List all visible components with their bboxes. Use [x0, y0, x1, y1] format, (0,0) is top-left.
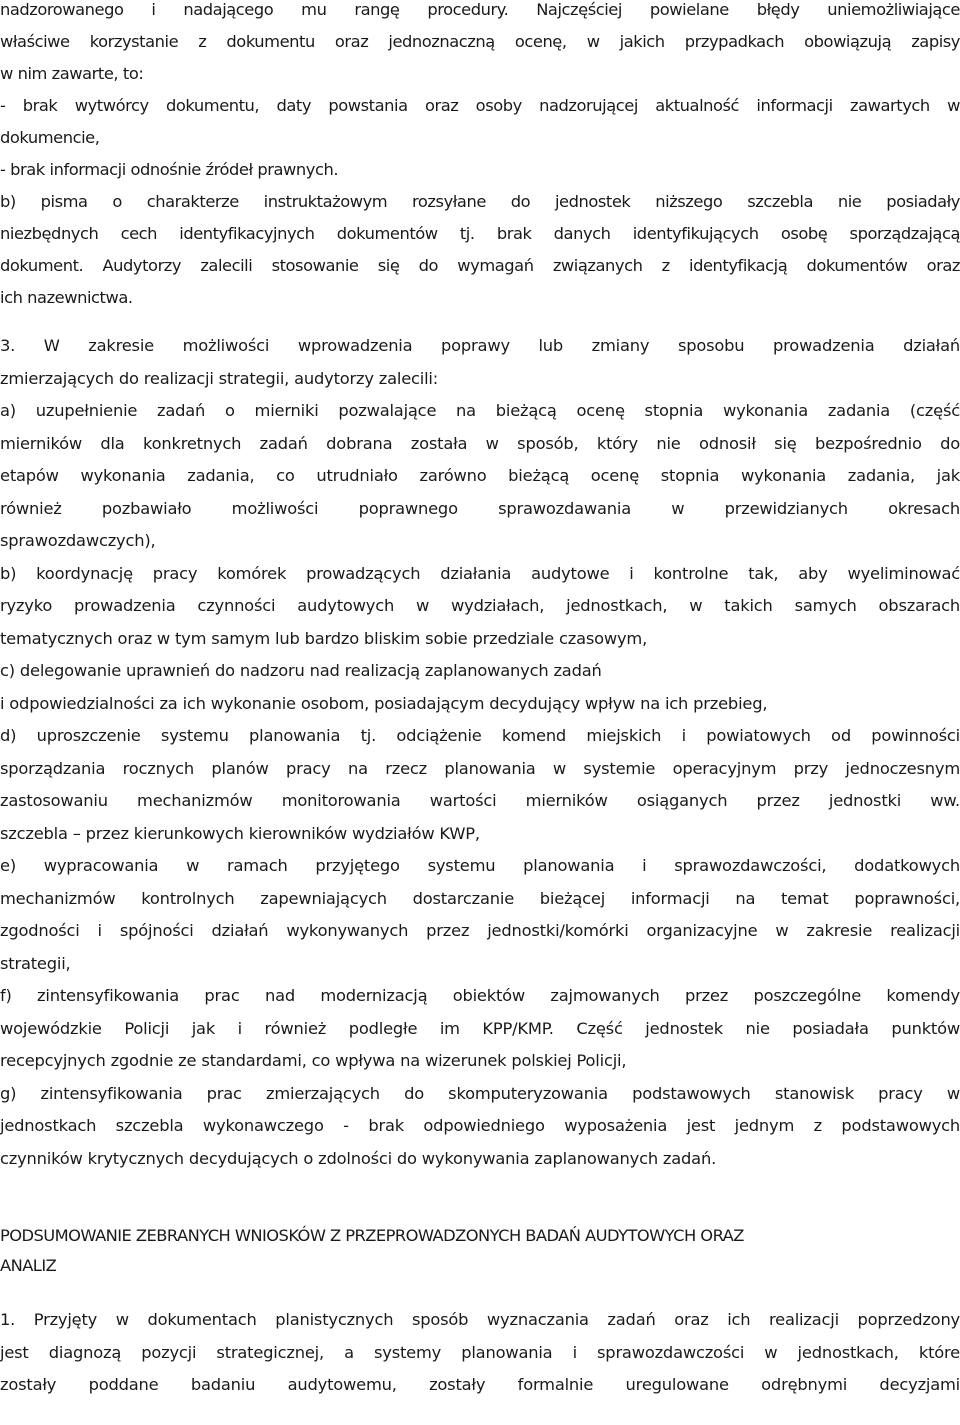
text-line: mechanizmów kontrolnych zapewniających dostarczanie bieżącej informacji na temat poprawności, — [0, 888, 960, 908]
text-line: g) zintensyfikowania prac zmierzających do skomputeryzowania podstawowych stanowisk pracy w — [0, 1083, 960, 1103]
section-gap — [0, 1175, 960, 1221]
text-line: - brak wytwórcy dokumentu, daty powstania oraz osoby nadzorującej aktualność informacji zawartych w — [0, 96, 960, 115]
text-line: również pozbawiało możliwości poprawnego sprawozdawania w przewidzianych okresach — [0, 498, 960, 518]
text-line: jednostkach szczebla wykonawczego - brak odpowiedniego wyposażenia jest jednym z podstawowych — [0, 1116, 960, 1135]
heading-line: ANALIZ — [0, 1256, 57, 1275]
text-line: i odpowiedzialności za ich wykonanie osobom, posiadającym decydujący wpływ na ich przebieg, — [0, 693, 768, 713]
text-line: w nim zawarte, to: — [0, 64, 144, 83]
text-line: zastosowaniu mechanizmów monitorowania wartości mierników osiąganych przez jednostki ww. — [0, 791, 960, 810]
text-line: sprawozdawczych), — [0, 531, 156, 550]
text-line: b) pisma o charakterze instruktażowym rozsyłane do jednostek niższego szczebla nie posiadały — [0, 192, 960, 211]
paragraph-gap — [0, 1281, 960, 1304]
text-line: zgodności i spójności działań wykonywanych przez jednostki/komórki organizacyjne w zakresie realizacji — [0, 921, 960, 940]
paragraph-findings — [0, 0, 960, 314]
text-line: dokument. Audytorzy zalecili stosowanie się do wymagań związanych z identyfikacją dokumentów oraz — [0, 256, 960, 275]
heading-line: PODSUMOWANIE ZEBRANYCH WNIOSKÓW Z PRZEPROWADZONYCH BADAŃ AUDYTOWYCH ORAZ — [0, 1226, 744, 1245]
text-line: e) wypracowania w ramach przyjętego systemu planowania i sprawozdawczości, dodatkowych — [0, 856, 960, 875]
text-line: recepcyjnych zgodnie ze standardami, co wpływa na wizerunek polskiej Policji, — [0, 1051, 627, 1070]
text-line: mierników dla konkretnych zadań dobrana została w sposób, który nie odnosił się bezpośrednio do — [0, 433, 960, 453]
text-line: tematycznych oraz w tym samym lub bardzo bliskim sobie przedziale czasowym, — [0, 628, 648, 648]
text-line: właściwe korzystanie z dokumentu oraz jednoznaczną ocenę, w jakich przypadkach obowiązują zapisy — [0, 32, 960, 51]
text-line: c) delegowanie uprawnień do nadzoru nad realizacją zaplanowanych zadań — [0, 661, 602, 680]
text-line: a) uzupełnienie zadań o mierniki pozwalające na bieżącą ocenę stopnia wykonania zadania (część — [0, 401, 960, 420]
text-line: jest diagnozą pozycji strategicznej, a systemy planowania i sprawozdawczości w jednostkach, które — [0, 1342, 960, 1362]
text-line: sporządzania rocznych planów pracy na rzecz planowania w systemie operacyjnym przy jednoczesnym — [0, 758, 960, 778]
text-line: nadzorowanego i nadającego mu rangę procedury. Najczęściej powielane błędy uniemożliwiające — [0, 0, 960, 19]
text-line: szczebla – przez kierunkowych kierowników wydziałów KWP, — [0, 823, 480, 843]
text-line: zmierzających do realizacji strategii, audytorzy zalecili: — [0, 368, 439, 388]
text-line: d) uproszczenie systemu planowania tj. odciążenie komend miejskich i powiatowych od powinności — [0, 726, 960, 745]
text-line: strategii, — [0, 953, 71, 973]
text-line: wojewódzkie Policji jak i również podległe im KPP/KMP. Część jednostek nie posiadała punktów — [0, 1018, 960, 1038]
text-line: zostały poddane badaniu audytowemu, zostały formalnie uregulowane odrębnymi decyzjami — [0, 1375, 960, 1394]
paragraph-summary — [0, 1304, 960, 1402]
text-line: ich nazewnictwa. — [0, 288, 133, 307]
text-line: dokumencie, — [0, 128, 100, 147]
text-line: czynników krytycznych decydujących o zdolności do wykonywania zaplanowanych zadań. — [0, 1148, 717, 1168]
text-line: niezbędnych cech identyfikacyjnych dokumentów tj. brak danych identyfikujących osobę sporządzającą — [0, 224, 960, 243]
paragraph-recommendations — [0, 330, 960, 1175]
section-heading — [0, 1221, 960, 1281]
text-line: 3. W zakresie możliwości wprowadzenia poprawy lub zmiany sposobu prowadzenia działań — [0, 336, 960, 355]
text-line: - brak informacji odnośnie źródeł prawnych. — [0, 160, 339, 179]
text-line: f) zintensyfikowania prac nad modernizacją obiektów zajmowanych przez poszczególne komendy — [0, 986, 960, 1005]
text-line: 1. Przyjęty w dokumentach planistycznych sposób wyznaczania zadań oraz ich realizacji poprzedzony — [0, 1310, 960, 1329]
text-line: ryzyko prowadzenia czynności audytowych w wydziałach, jednostkach, w takich samych obszarach — [0, 596, 960, 615]
text-line: b) koordynację pracy komórek prowadzących działania audytowe i kontrolne tak, aby wyeliminować — [0, 563, 960, 583]
text-line: etapów wykonania zadania, co utrudniało zarówno bieżącą ocenę stopnia wykonania zadania, jak — [0, 466, 960, 485]
paragraph-gap — [0, 314, 960, 330]
